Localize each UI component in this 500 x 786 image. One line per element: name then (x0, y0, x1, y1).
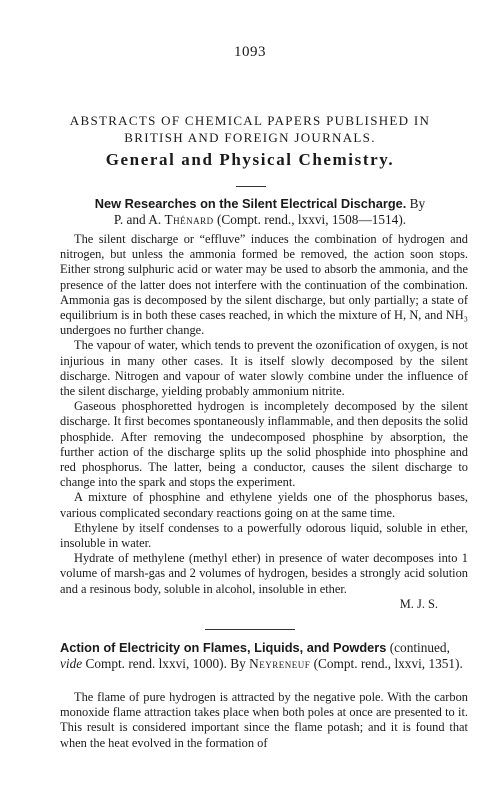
paragraph: A mixture of phosphine and ethylene yields one of the phosphorus bases, various complicated secondary reactions going on at the same time. (60, 490, 468, 520)
article-1-signature: M. J. S. (399, 596, 438, 611)
article-1-title (60, 196, 460, 228)
article-1-citation: (Compt. rend., lxxvi, 1508—1514). (216, 212, 407, 227)
journal-heading: ABSTRACTS OF CHEMICAL PAPERS PUBLISHED IN BRITISH AND FOREIGN JOURNALS. (69, 113, 431, 145)
paragraph: The silent discharge or “effluve” induces the combination of hydrogen and nitrogen, but unless the ammonia formed be removed, the action soon stops. Either strong sulphuric acid or water may be used to absorb the ammonia, and the presence of the latter does not interfere with the continuation of the combination. Ammonia gas is decomposed by the silent discharge, but only partially; a state of equilibrium is in both these cases reached, in which the mixture of H, N, and NH₃ undergoes no further change. (60, 232, 468, 338)
article-2-cont-ref: Compt. rend. lxxvi, 1000). (85, 656, 227, 671)
article-2-vide: vide (60, 656, 83, 671)
article-1-by: By (409, 196, 426, 211)
article-2-title-text: Action of Electricity on Flames, Liquids, and Powders (60, 640, 387, 655)
article-divider (205, 629, 295, 630)
paragraph: Ethylene by itself condenses to a powerfully odorous liquid, soluble in ether, insoluble in water. (60, 520, 468, 551)
signature-line (60, 597, 468, 612)
article-2-body (60, 690, 468, 751)
article-2-citation: (Compt. rend., lxxvi, 1351). (313, 656, 463, 671)
section-heading: General and Physical Chemistry. (105, 150, 395, 169)
paragraph: The flame of pure hydrogen is attracted by the negative pole. With the carbon monoxide flame attraction takes place when both poles at once are presented to it. This result is considered important since the flame potash; and it is found that when the heat evolved in the formation of (60, 690, 468, 750)
section-divider (236, 186, 266, 187)
page-number: 1093 (234, 44, 266, 60)
article-2-author: Neyreneuf (249, 656, 311, 671)
article-1-author: Thénard (164, 212, 214, 227)
paragraph: The vapour of water, which tends to prevent the ozonification of oxygen, is not injurious in many other cases. It is itself slowly decomposed by the silent discharge. Nitrogen and vapour of water slowly combine under the influence of the silent discharge, yielding probably ammonium nitrite. (60, 338, 468, 399)
article-2-by: By (230, 656, 246, 671)
paragraph: Hydrate of methylene (methyl ether) in presence of water decomposes into 1 volume of marsh-gas and 2 volumes of hydrogen, besides a strongly acid solution and a resinous body, soluble in alcohol, insoluble in ether. (60, 551, 468, 596)
article-2-title (60, 640, 468, 672)
article-1-authors-prefix: P. and A. (113, 212, 162, 227)
article-1-body (60, 232, 468, 612)
article-1-title-text: New Researches on the Silent Electrical Discharge. (94, 196, 407, 211)
article-2-cont-pre: (continued, (389, 640, 450, 655)
paragraph: Gaseous phosphoretted hydrogen is incompletely decomposed by the silent discharge. It first becomes spontaneously inflammable, and then deposits the solid phosphide. After removing the undecomposed phosphine by absorption, the further action of the discharge splits up the solid phosphide into phosphine and red phosphorus. The latter, being a conductor, causes the silent discharge to change into the spark and stops the experiment. (60, 399, 468, 490)
